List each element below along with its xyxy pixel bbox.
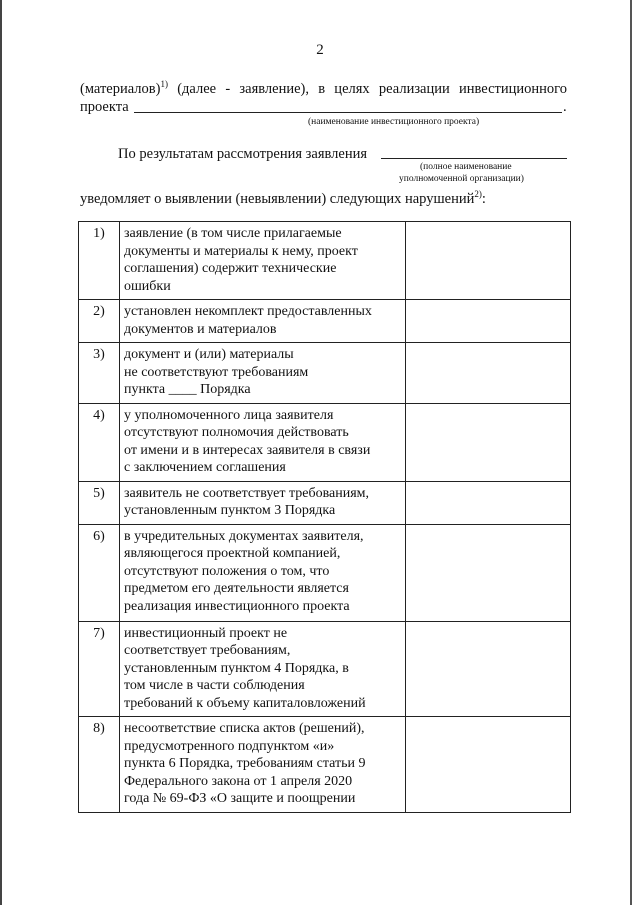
violation-description-line: предметом его деятельности является: [124, 581, 349, 596]
footnote-ref-2: 2): [474, 189, 482, 199]
violation-description: [120, 403, 406, 481]
violation-description-line: ошибки: [124, 278, 171, 294]
page-number: 2: [316, 42, 324, 58]
project-line-end: .: [563, 99, 567, 115]
violation-description-line: отсутствуют полномочия действовать: [124, 425, 349, 440]
row-number: 8): [79, 717, 120, 813]
row-number: 6): [79, 524, 120, 621]
violation-description-line: том числе в части соблюдения: [124, 678, 305, 693]
violation-mark-cell[interactable]: [406, 524, 571, 621]
violation-description: [120, 524, 406, 621]
violation-mark-cell[interactable]: [406, 717, 571, 813]
notify-line: [80, 190, 486, 208]
violation-description-line: Федерального закона от 1 апреля 2020: [124, 773, 353, 789]
project-name-blank-line: [134, 112, 562, 113]
violation-description-line: отсутствуют положения о том, что: [124, 563, 330, 579]
project-name-caption: (наименование инвестиционного проекта): [308, 117, 480, 127]
violation-description-line: пункта ____ Порядка: [124, 382, 251, 397]
violations-table-body: [79, 222, 571, 813]
violation-description-line: реализация инвестиционного проекта: [124, 598, 350, 614]
page-edge-left: [0, 0, 2, 905]
violation-description-line: года № 69-ФЗ «О защите и поощрении: [124, 791, 356, 806]
row-number: 3): [79, 343, 120, 404]
violation-description-line: являющегося проектной компанией,: [124, 546, 341, 561]
violation-description-line: заявление (в том числе прилагаемые: [124, 226, 342, 241]
violation-description-line: соглашения) содержит технические: [124, 261, 337, 276]
violation-description-line: несоответствие списка актов (решений),: [124, 721, 365, 736]
table-row: [79, 481, 571, 524]
violation-description-line: документ и (или) материалы: [124, 347, 294, 362]
organization-blank-line: [381, 158, 567, 159]
violations-table: [78, 221, 571, 813]
violation-description-line: у уполномоченного лица заявителя: [124, 407, 334, 423]
row-number: 5): [79, 481, 120, 524]
table-row: [79, 222, 571, 300]
violation-mark-cell[interactable]: [406, 343, 571, 404]
table-row: [79, 717, 571, 813]
violation-description-line: заявитель не соответствует требованиям,: [124, 485, 370, 501]
violation-mark-cell[interactable]: [406, 222, 571, 300]
table-row: [79, 343, 571, 404]
violation-description-line: требований к объему капиталовложений: [124, 695, 366, 711]
row-number: 4): [79, 403, 120, 481]
table-row: [79, 300, 571, 343]
violation-mark-cell[interactable]: [406, 481, 571, 524]
row-number: 2): [79, 300, 120, 343]
violation-description: [120, 222, 406, 300]
violation-description: [120, 717, 406, 813]
violation-description-line: установлен некомплект предоставленных: [124, 304, 372, 319]
table-row: [79, 403, 571, 481]
violation-description-line: предусмотренного подпунктом «и»: [124, 738, 335, 754]
row-number: 1): [79, 222, 120, 300]
intro-line-1-rest: (далее - заявление), в целях реализации инвестиционного: [167, 81, 567, 97]
violation-description-line: от имени и в интересах заявителя в связи: [124, 442, 371, 458]
violation-description: [120, 300, 406, 343]
table-row: [79, 524, 571, 621]
notify-text: уведомляет о выявлении (невыявлении) следующих нарушений: [80, 191, 475, 207]
page-edge-right: [630, 0, 632, 905]
violation-description-line: с заключением соглашения: [124, 460, 286, 475]
row-number: 7): [79, 621, 120, 717]
organization-caption-2: уполномоченной организации): [399, 174, 524, 184]
violation-description-line: инвестиционный проект не: [124, 625, 288, 641]
violation-description-line: установленным пунктом 3 Порядка: [124, 503, 336, 518]
violation-description: [120, 621, 406, 717]
violation-description-line: в учредительных документах заявителя,: [124, 528, 364, 544]
violation-description-line: документы и материалы к нему, проект: [124, 243, 358, 259]
violation-description-line: не соответствуют требованиям: [124, 364, 309, 380]
footnote-ref-1: 1): [160, 79, 168, 89]
violation-description-line: пункта 6 Порядка, требованиям статьи 9: [124, 756, 366, 771]
table-row: [79, 621, 571, 717]
violation-description-line: документов и материалов: [124, 321, 277, 337]
violation-description-line: соответствует требованиям,: [124, 643, 291, 658]
review-result-label: По результатам рассмотрения заявления: [118, 146, 368, 162]
violation-description: [120, 343, 406, 404]
project-label: проекта: [80, 99, 129, 115]
violation-description-line: установленным пунктом 4 Порядка, в: [124, 660, 349, 676]
violation-mark-cell[interactable]: [406, 403, 571, 481]
organization-caption-1: (полное наименование: [420, 162, 512, 172]
intro-line-1: [80, 80, 567, 98]
violation-mark-cell[interactable]: [406, 300, 571, 343]
intro-materials: (материалов): [80, 81, 161, 97]
violation-description: [120, 481, 406, 524]
notify-end: :: [481, 191, 486, 207]
violation-mark-cell[interactable]: [406, 621, 571, 717]
